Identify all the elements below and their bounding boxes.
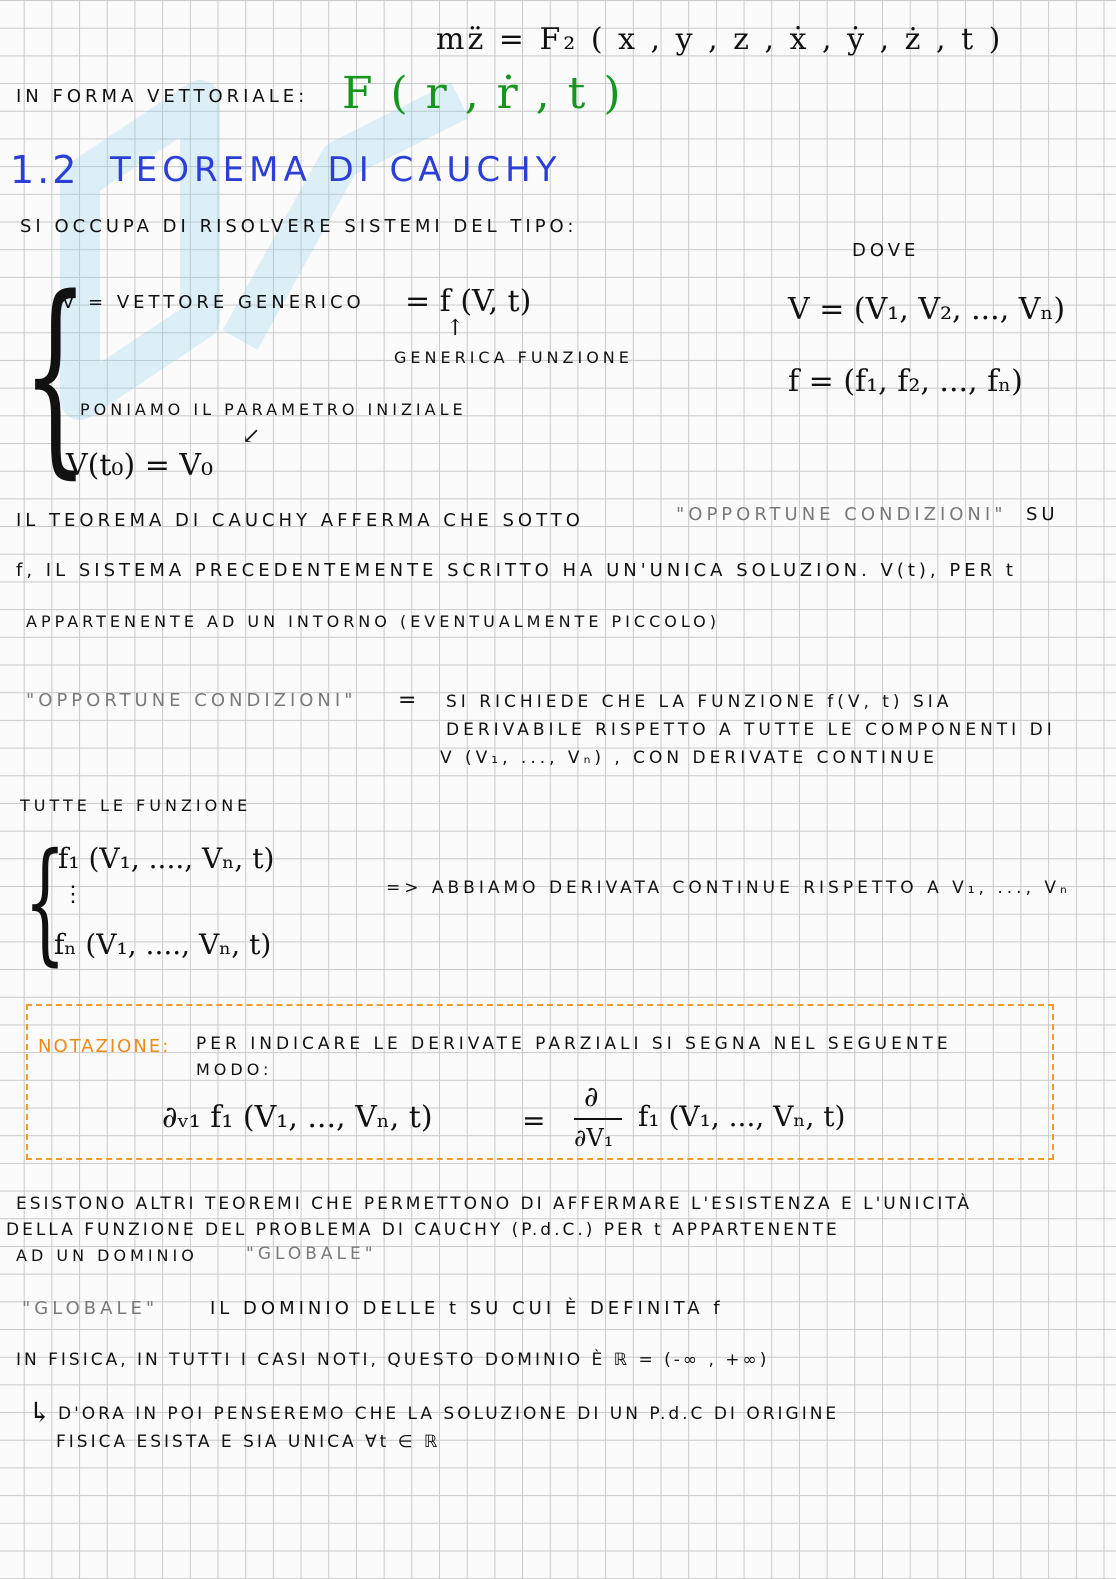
theorem-quote: "OPPORTUNE CONDIZIONI" xyxy=(676,504,1007,525)
conditions-equals: = xyxy=(398,688,421,713)
arrow-icon: ↳ xyxy=(28,1396,52,1429)
conditions-line1: SI RICHIEDE CHE LA FUNZIONE f(V, t) SIA xyxy=(446,692,953,712)
theorem-line3: APPARTENENTE AD UN INTORNO (EVENTUALMENTE PICCOLO) xyxy=(26,612,721,631)
theorem-line2: f, IL SISTEMA PRECEDENTEMENTE SCRITTO HA UN'UNICA SOLUZION. V(t), PER t xyxy=(16,560,1017,581)
notation-formula-numerator: ∂ xyxy=(584,1080,599,1113)
generic-function-note: GENERICA FUNZIONE xyxy=(394,348,633,367)
physics-domain: IN FISICA, IN TUTTI I CASI NOTI, QUESTO DOMINIO È ℝ = (-∞ , +∞) xyxy=(16,1350,770,1370)
notation-formula-rhs: f₁ (V₁, ..., Vₙ, t) xyxy=(638,1100,846,1133)
system-brace: { xyxy=(22,252,89,497)
system-line1-lhs: V̇ = VETTORE GENERICO xyxy=(62,292,365,313)
functions-brace: { xyxy=(24,825,66,979)
notation-formula-lhs: ∂ᵥ₁ f₁ (V₁, ..., Vₙ, t) xyxy=(162,1100,433,1135)
fraction-bar xyxy=(574,1118,622,1120)
final-line1: D'ORA IN POI PENSEREMO CHE LA SOLUZIONE DI UN P.d.C DI ORIGINE xyxy=(58,1404,840,1424)
system-line2: V(t₀) = V₀ xyxy=(66,448,214,483)
closing-line3: AD UN DOMINIO xyxy=(16,1246,198,1265)
initial-param-arrow-icon: ↙ xyxy=(242,424,261,449)
pointer-arrow-icon: ↑ xyxy=(446,316,465,341)
function-dots: ⋮ xyxy=(62,882,84,907)
definition-v: V = (V₁, V₂, ..., Vₙ) xyxy=(788,292,1066,327)
where-label: DOVE xyxy=(852,240,920,261)
notation-formula-denominator: ∂V₁ xyxy=(574,1124,614,1152)
all-functions-label: TUTTE LE FUNZIONE xyxy=(20,796,252,815)
notation-formula-equals: = xyxy=(522,1104,546,1137)
section-intro: SI OCCUPA DI RISOLVERE SISTEMI DEL TIPO: xyxy=(20,216,578,237)
vector-form-expression: F ( r , ṙ , t ) xyxy=(342,68,623,119)
system-line1-rhs: = f (V, t) xyxy=(405,284,532,319)
function-fn: fₙ (V₁, ...., Vₙ, t) xyxy=(54,928,272,961)
closing-line3-quote: "GLOBALE" xyxy=(246,1244,377,1264)
section-title: TEOREMA DI CAUCHY xyxy=(110,150,562,190)
global-definition: IL DOMINIO DELLE t SU CUI È DEFINITA f xyxy=(210,1298,724,1319)
functions-implies: => ABBIAMO DERIVATA CONTINUE RISPETTO A V₁, ..., Vₙ xyxy=(386,878,1071,898)
conditions-quote: "OPPORTUNE CONDIZIONI" xyxy=(26,690,357,711)
global-quote: "GLOBALE" xyxy=(22,1298,159,1319)
conditions-line3: V (V₁, ..., Vₙ) , CON DERIVATE CONTINUE xyxy=(440,748,938,768)
notation-text-line2: MODO: xyxy=(196,1060,273,1079)
theorem-line1-end: SU xyxy=(1026,504,1059,525)
initial-param-note: PONIAMO IL PARAMETRO INIZIALE xyxy=(80,400,467,419)
final-line2: FISICA ESISTA E SIA UNICA ∀t ∈ ℝ xyxy=(56,1432,441,1452)
notation-label: NOTAZIONE: xyxy=(38,1036,171,1057)
function-f1: f₁ (V₁, ...., Vₙ, t) xyxy=(58,842,275,875)
closing-line1: ESISTONO ALTRI TEOREMI CHE PERMETTONO DI AFFERMARE L'ESISTENZA E L'UNICITÀ xyxy=(16,1194,973,1214)
newton-equation: mz̈ = F₂ ( x , y , z , ẋ , ẏ , ż , t ) xyxy=(436,22,1004,57)
closing-line2: DELLA FUNZIONE DEL PROBLEMA DI CAUCHY (P.d.C.) PER t APPARTENENTE xyxy=(6,1220,840,1240)
section-number: 1.2 xyxy=(10,148,80,192)
vector-form-label: IN FORMA VETTORIALE: xyxy=(16,86,309,107)
notation-text-line1: PER INDICARE LE DERIVATE PARZIALI SI SEGNA NEL SEGUENTE xyxy=(196,1034,952,1054)
conditions-line2: DERIVABILE RISPETTO A TUTTE LE COMPONENTI DI xyxy=(446,720,1056,740)
definition-f: f = (f₁, f₂, ..., fₙ) xyxy=(788,364,1023,399)
theorem-line1: IL TEOREMA DI CAUCHY AFFERMA CHE SOTTO xyxy=(16,510,584,531)
